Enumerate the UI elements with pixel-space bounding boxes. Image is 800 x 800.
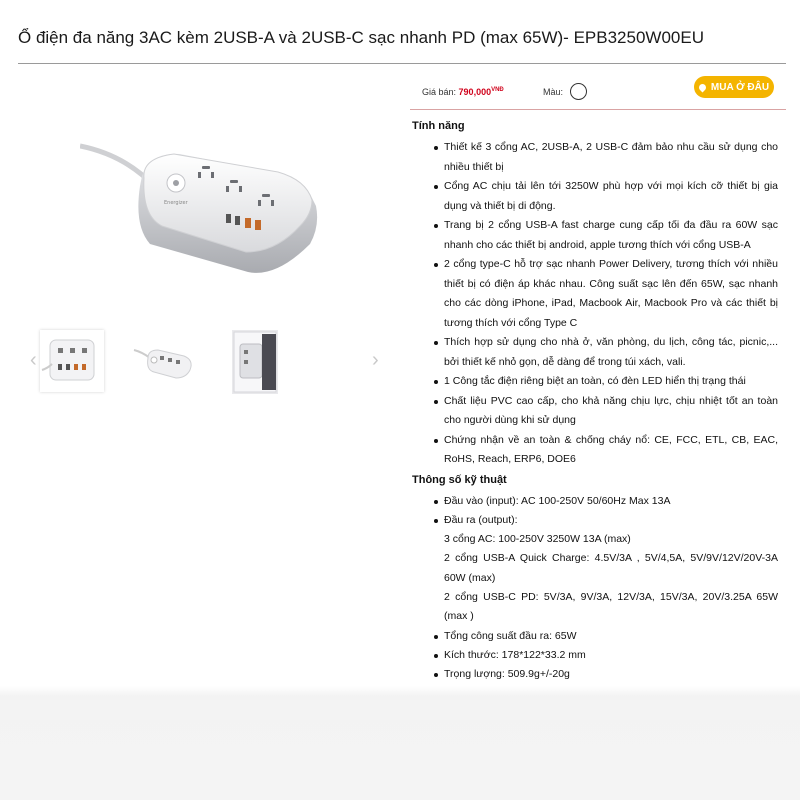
chevron-left-icon[interactable]: ‹ bbox=[30, 349, 37, 371]
price-panel bbox=[410, 70, 786, 110]
title-divider bbox=[18, 63, 786, 64]
spec-output bbox=[412, 511, 778, 627]
power-strip-photo bbox=[80, 76, 338, 326]
thumbnail-2[interactable] bbox=[132, 330, 196, 392]
price-label: Giá bán: bbox=[422, 87, 457, 97]
spec-output-usb-c: 2 cổng USB-C PD: 5V/3A, 9V/3A, 12V/3A, 15V/3A, 20V/3.25A 65W (max ) bbox=[444, 590, 778, 623]
thumbnail-1[interactable] bbox=[40, 330, 104, 392]
thumbnail-3[interactable] bbox=[232, 330, 278, 394]
where-to-buy-button[interactable] bbox=[694, 76, 774, 98]
color-swatch-white[interactable] bbox=[570, 83, 587, 100]
list-item: Chứng nhận về an toàn & chống cháy nổ: CE, FCC, ETL, CB, EAC, RoHS, Reach, ERP6, DOE6 bbox=[412, 431, 778, 470]
specs-heading: Thông số kỹ thuật bbox=[412, 473, 507, 486]
spec-output-usb-a: 2 cổng USB-A Quick Charge: 4.5V/3A , 5V/4,5A, 5V/9V/12V/20V-3A 60W (max) bbox=[444, 552, 778, 584]
list-item: Thiết kế 3 cổng AC, 2USB-A, 2 USB-C đảm bảo nhu cầu sử dụng cho nhiều thiết bị bbox=[412, 138, 778, 177]
product-description bbox=[412, 118, 778, 704]
spec-weight: Trọng lượng: 509.9g+/-20g bbox=[412, 665, 778, 684]
spec-input: Đầu vào (input): AC 100-250V 50/60Hz Max 13A bbox=[412, 492, 778, 511]
page-title: Ổ điện đa năng 3AC kèm 2USB-A và 2USB-C sạc nhanh PD (max 65W)- EPB3250W00EU bbox=[18, 28, 704, 47]
features-list bbox=[412, 138, 778, 470]
price-text bbox=[422, 87, 504, 97]
spec-total-power: Tổng công suất đầu ra: 65W bbox=[412, 627, 778, 646]
specs-list bbox=[412, 492, 778, 704]
power-strip-packaging bbox=[232, 330, 278, 394]
where-to-buy-label: MUA Ở ĐÂU bbox=[710, 81, 770, 93]
features-heading: Tính năng bbox=[412, 120, 465, 132]
page-bottom-area bbox=[0, 686, 800, 800]
list-item: Thích hợp sử dụng cho nhà ở, văn phòng, du lịch, công tác, picnic,... bởi thiết kế nhỏ gọn, dễ dàng để trong túi xách, vali. bbox=[412, 333, 778, 372]
list-item: Chất liệu PVC cao cấp, cho khả năng chịu lực, chịu nhiệt tốt an toàn cho người dùng khi sử dụng bbox=[412, 392, 778, 431]
list-item: Cổng AC chịu tải lên tới 3250W phù hợp với mọi kích cỡ thiết bị gia dụng và thiết bị di động. bbox=[412, 177, 778, 216]
price-currency: VNĐ bbox=[491, 87, 504, 93]
brand-mark: Energizer bbox=[164, 200, 188, 206]
list-item: Trang bị 2 cổng USB-A fast charge cung cấp tối đa đầu ra 60W sạc nhanh cho các thiết bị android, apple tương thích với cổng USB-A bbox=[412, 216, 778, 255]
list-item: 1 Công tắc điện riêng biệt an toàn, có đèn LED hiển thị trạng thái bbox=[412, 372, 778, 392]
spec-output-label: Đầu ra (output): bbox=[444, 513, 518, 526]
spec-dimensions: Kích thước: 178*122*33.2 mm bbox=[412, 646, 778, 665]
main-product-image[interactable] bbox=[80, 76, 338, 326]
power-strip-top-view bbox=[40, 330, 104, 392]
list-item: 2 cổng type-C hỗ trợ sạc nhanh Power Delivery, tương thích với nhiều thiết bị có điện áp khác nhau. Công suất sạc lên đến 65W, sạc nhanh cho các dòng iPhone, iPad, Macbook Air, Macbook Pro và các thiết bị tương thích với cổng Type C bbox=[412, 255, 778, 333]
location-pin-icon bbox=[697, 82, 707, 92]
price-value: 790,000 bbox=[458, 87, 492, 97]
thumbnail-strip bbox=[26, 328, 396, 394]
color-label: Màu: bbox=[543, 87, 564, 97]
spec-output-ac: 3 cổng AC: 100-250V 3250W 13A (max) bbox=[444, 533, 631, 546]
chevron-right-icon[interactable]: › bbox=[372, 349, 379, 371]
power-strip-angled-view bbox=[132, 330, 196, 392]
